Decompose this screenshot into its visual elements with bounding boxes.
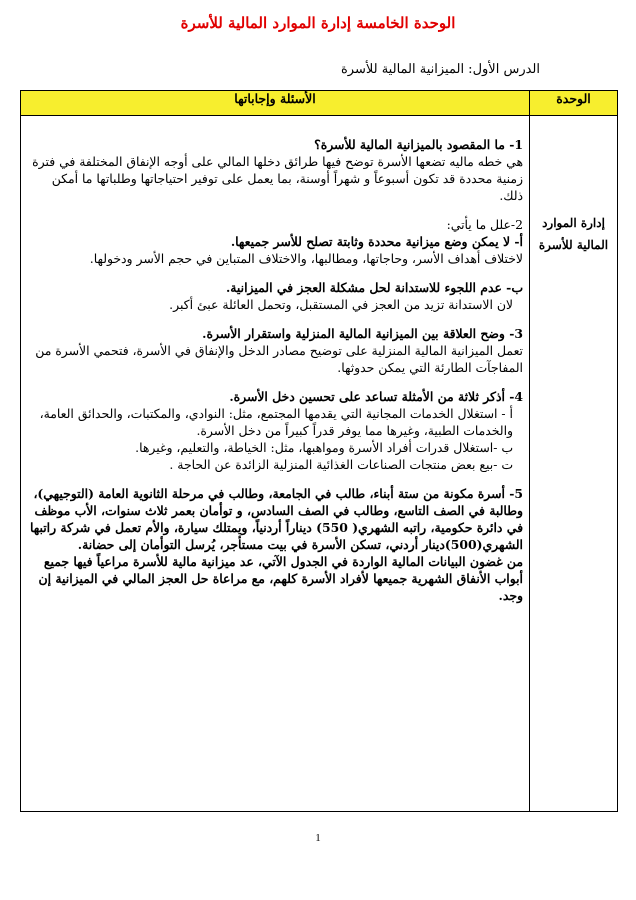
header-unit: الوحدة — [530, 91, 618, 116]
table-body-row — [21, 116, 618, 812]
page-title: الوحدة الخامسة إدارة الموارد المالية للأسرة — [180, 14, 456, 32]
questions-table — [20, 90, 618, 812]
answer-1: هي خطه ماليه تضعها الأسرة توضح فيها طرائق دخلها المالي على أوجه الإنفاق المختلفة في فترة زمنية محددة قد تكون أسبوعاً و شهراً أوسنة، بما يعمل على توفير احتياجاتها وطلباتها ما أمكن ذلك. — [32, 154, 523, 203]
question-4: 4- أذكر ثلاثة من الأمثلة تساعد على تحسين دخل الأسرة. — [229, 389, 523, 404]
header-questions: الأسئلة وإجاباتها — [21, 91, 530, 116]
answer-4c: ت -بيع بعض منتجات الصناعات الغذائية المنزلية الزائدة عن الحاجة . — [169, 457, 513, 472]
answer-4b: ب -استغلال قدرات أفراد الأسرة ومواهبها، مثل: الخياطة، والتعليم، وغيرها. — [135, 440, 513, 455]
answer-3: تعمل الميزانية المالية المنزلية على توضيح مصادر الدخل والإنفاق في الأسرة، فتحمي الأسرة من المفاجآت الطارئة التي يمكن حدوثها. — [35, 343, 523, 375]
answer-4a: أ - استغلال الخدمات المجانية التي يقدمها المجتمع، مثل: النوادي، والمكتبات، والحدائق العامة، والخدمات الطبية، وغيرها مما يوفر قدراً كبيراً من دخل الأسرة. — [39, 406, 513, 438]
lesson-title: الدرس الأول: الميزانية المالية للأسرة — [340, 62, 540, 77]
unit-name: إدارة الموارد المالية للأسرة — [538, 216, 609, 252]
question-5: 5- أسرة مكونة من ستة أبناء، طالب في الجامعة، وطالب في مرحلة الثانوية العامة (التوجيهي)، وطالبة في الصف التاسع، وطالب في الصف السادس، و توأمان بعمر ثلاث سنوات، الأب موظف في دائرة حكومية، راتبه الشهري( 550) ديناراً أردنياً، ويمتلك سيارة، والأم تعمل في شركة راتبها الشهري(500)دينار أردني، تسكن الأسرة في بيت مستأجر، يُرسل التوأمان إلى حضانة. — [30, 486, 523, 552]
table-header-row — [21, 91, 618, 116]
question-3: 3- وضح العلاقة بين الميزانية المالية المنزلية واستقرار الأسرة. — [202, 326, 523, 341]
answer-2b: لان الاستدانة تزيد من العجز في المستقبل، وتحمل العائلة عبئ أكبر. — [169, 297, 513, 312]
page-number: 1 — [315, 832, 321, 844]
question-5-task: من غضون البيانات المالية الواردة في الجدول الآتي، عد ميزانية مالية للأسرة مراعياً فيها جميع أبواب الأنفاق الشهرية جميعها لأفراد الأسرة كلهم، مع مراعاة حل العجز المالي في الميزانية إن وجد. — [38, 554, 523, 603]
content-cell — [21, 116, 530, 812]
answer-2a: لاختلاف أهداف الأسر، وحاجاتها، ومطالبها، والاختلاف المتباين في حجم الأسر ودخولها. — [89, 251, 523, 266]
question-2: 2-علل ما يأتي: — [446, 217, 523, 232]
question-2b: ب- عدم اللجوء للاستدانة لحل مشكلة العجز في الميزانية. — [225, 280, 523, 295]
unit-name-cell — [530, 116, 618, 812]
question-1: 1- ما المقصود بالميزانية المالية للأسرة؟ — [314, 137, 523, 152]
question-2a: أ- لا يمكن وضع ميزانية محددة وثابتة تصلح للأسر جميعها. — [230, 234, 523, 249]
